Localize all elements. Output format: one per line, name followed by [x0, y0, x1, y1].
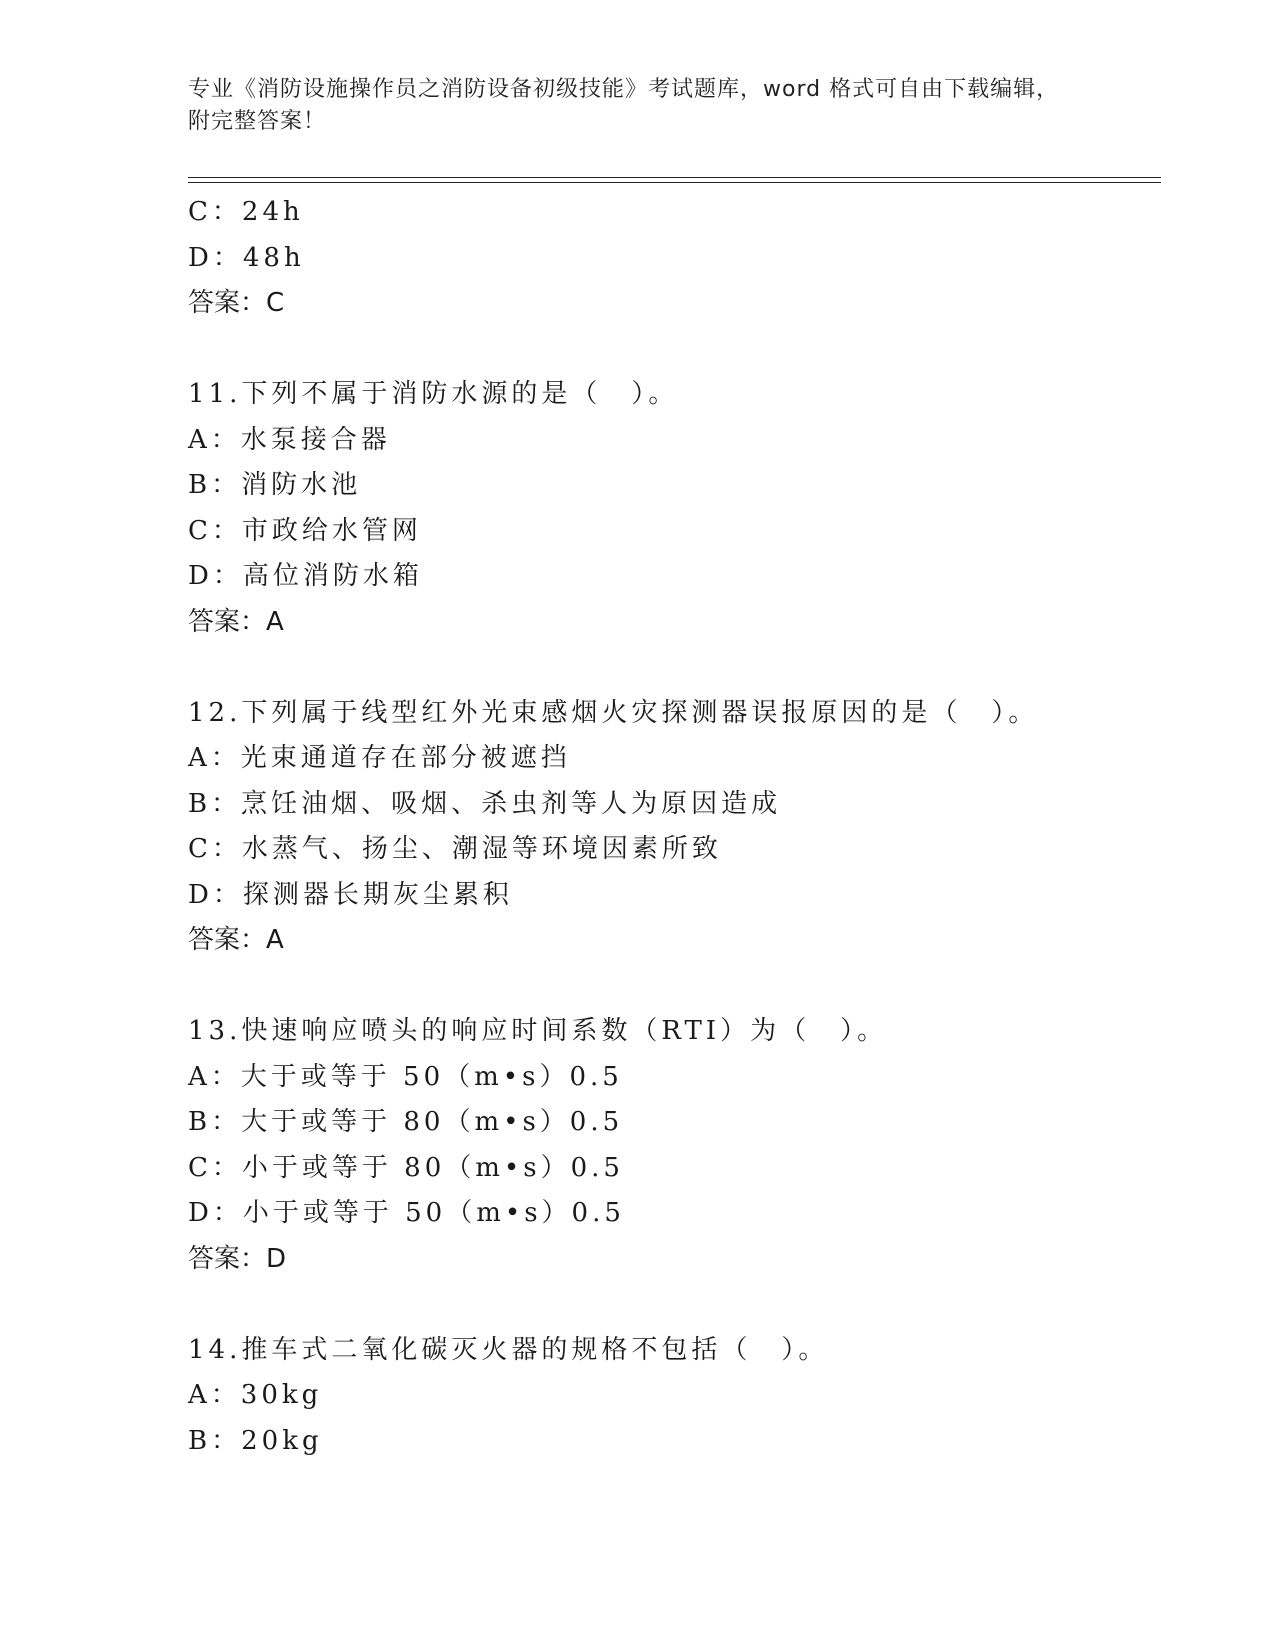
option-b: B：消防水池 — [188, 470, 362, 500]
header-divider-bottom — [188, 182, 1161, 183]
option-a: A：水泵接合器 — [188, 424, 391, 455]
option-c: C：小于或等于 80（m•s）0.5 — [188, 1152, 624, 1183]
question-stem: 11.下列不属于消防水源的是（ ）。 — [188, 379, 679, 409]
document-header: 专业《消防设施操作员之消防设备初级技能》考试题库，word 格式可自由下载编辑，附完整答案！ — [188, 77, 1060, 134]
question-13 — [188, 1009, 1168, 1328]
answer-line: 答案：C — [188, 288, 285, 318]
option-b: B：烹饪油烟、吸烟、杀虫剂等人为原因造成 — [188, 788, 782, 819]
option-a: A：大于或等于 50（m•s）0.5 — [188, 1061, 623, 1092]
header-divider-top — [188, 177, 1161, 178]
answer-line: 答案：D — [188, 1243, 287, 1274]
option-d: D：48h — [188, 242, 305, 273]
question-list — [188, 190, 1168, 1464]
option-c: C：市政给水管网 — [188, 515, 422, 546]
question-stem: 12.下列属于线型红外光束感烟火灾探测器误报原因的是（ ）。 — [188, 697, 1039, 728]
option-a: A：光束通道存在部分被遮挡 — [188, 743, 571, 773]
option-a: A：30kg — [188, 1380, 323, 1410]
option-d: D：探测器长期灰尘累积 — [188, 879, 513, 910]
answer-line: 答案：A — [188, 606, 284, 637]
option-c: C：24h — [188, 197, 304, 227]
option-c: C：水蒸气、扬尘、潮湿等环境因素所致 — [188, 834, 722, 864]
question-stem: 14.推车式二氧化碳灭火器的规格不包括（ ）。 — [188, 1334, 829, 1365]
question-14 — [188, 1328, 1168, 1465]
option-d: D：高位消防水箱 — [188, 561, 423, 591]
option-d: D：小于或等于 50（m•s）0.5 — [188, 1198, 625, 1228]
answer-line: 答案：A — [188, 925, 284, 955]
question-11 — [188, 372, 1168, 691]
option-b: B：大于或等于 80（m•s）0.5 — [188, 1107, 624, 1137]
question-stem: 13.快速响应喷头的响应时间系数（RTI）为（ ）。 — [188, 1016, 888, 1046]
option-b: B：20kg — [188, 1425, 323, 1456]
question-12 — [188, 691, 1168, 1010]
question-10-continuation — [188, 190, 1168, 372]
